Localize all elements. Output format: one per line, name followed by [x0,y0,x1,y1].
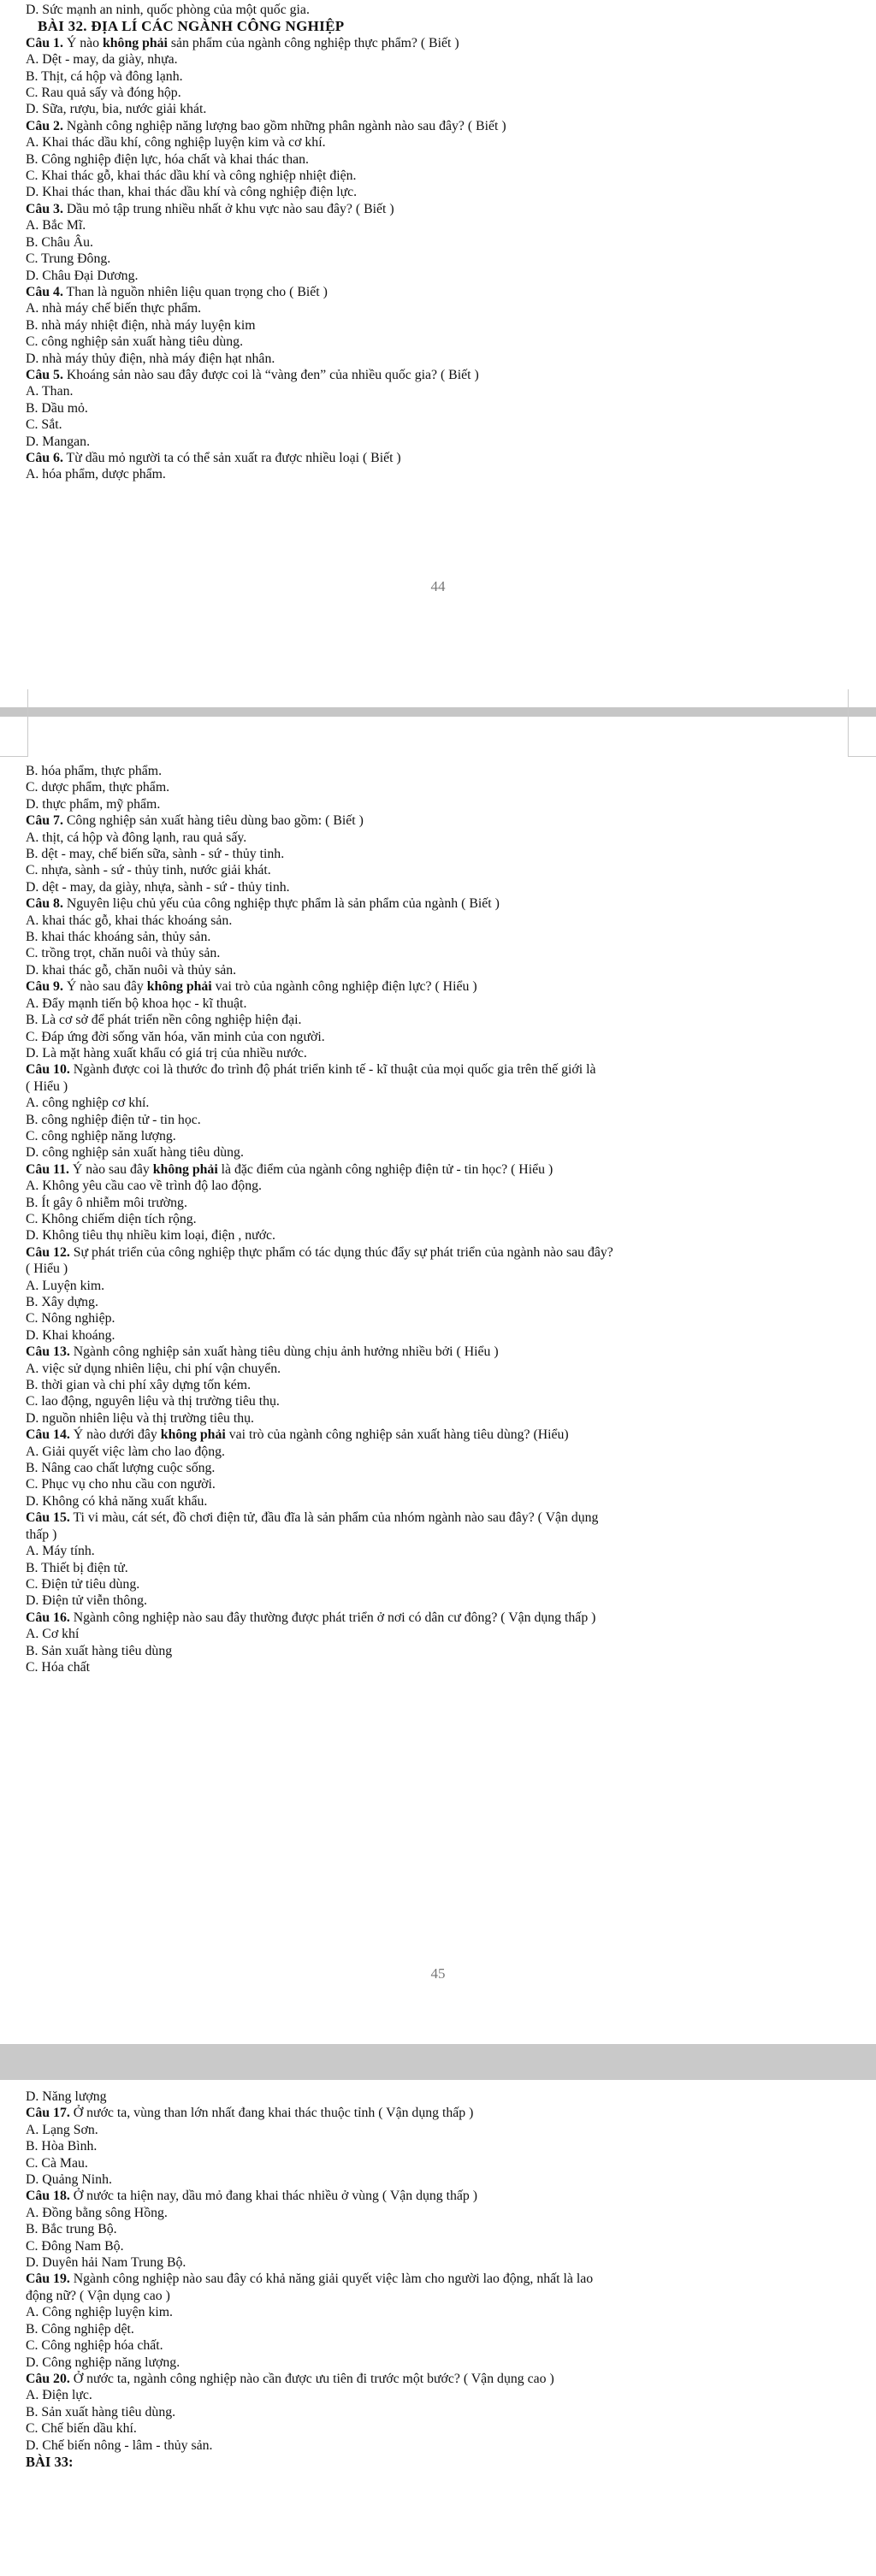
text-line: A. Luyện kim. [26,1278,105,1293]
page-45 [0,717,876,2039]
text-line: B. Sản xuất hàng tiêu dùng. [26,2404,176,2419]
text-line: B. Công nghiệp điện lực, hóa chất và khai thác than. [26,151,309,167]
text-line: Câu 12. Sự phát triển của công nghiệp thực phẩm có tác dụng thúc đẩy sự phát triển của ngành nào sau đây? [26,1244,613,1260]
text-line: C. Điện tử tiêu dùng. [26,1576,140,1592]
page-number: 44 [430,578,446,594]
text-line: D. nguồn nhiên liệu và thị trường tiêu thụ. [26,1410,254,1426]
text-line: B. Công nghiệp dệt. [26,2321,134,2337]
text-line: B. khai thác khoáng sản, thủy sản. [26,930,211,945]
text-line: Câu 1. Ý nào không phải sản phẩm của ngành công nghiệp thực phẩm? ( Biết ) [26,35,459,50]
page-44 [0,0,876,650]
text-line: C. Không chiếm diện tích rộng. [26,1211,197,1226]
text-line: D. công nghiệp sản xuất hàng tiêu dùng. [26,1145,244,1161]
text-line: Câu 13. Ngành công nghiệp sản xuất hàng tiêu dùng chịu ảnh hưởng nhiều bởi ( Hiểu ) [26,1344,499,1360]
text-line: D. Quảng Ninh. [26,2172,112,2188]
text-line: Câu 8. Nguyên liệu chủ yếu của công nghiệp thực phẩm là sản phẩm của ngành ( Biết ) [26,896,500,912]
page-text [26,763,862,1675]
text-line: ( Hiểu ) [26,1261,68,1277]
text-line: A. Bắc Mĩ. [26,218,86,233]
text-line: B. Nâng cao chất lượng cuộc sống. [26,1461,216,1476]
text-line: C. Chế biến dầu khí. [26,2421,137,2437]
text-line: C. Đông Nam Bộ. [26,2238,124,2254]
text-line: Câu 3. Dầu mỏ tập trung nhiều nhất ở khu vực nào sau đây? ( Biết ) [26,201,394,216]
text-line: D. khai thác gỗ, chăn nuôi và thủy sản. [26,962,237,978]
text-line: D. Điện tử viễn thông. [26,1593,147,1609]
text-line: B. Hòa Bình. [26,2139,98,2154]
text-line: Câu 4. Than là nguồn nhiên liệu quan trọng cho ( Biết ) [26,284,328,299]
text-line: A. hóa phẩm, dược phẩm. [26,467,166,482]
text-line: C. công nghiệp sản xuất hàng tiêu dùng. [26,334,244,350]
text-line: B. thời gian và chi phí xây dựng tốn kém. [26,1378,252,1393]
text-line: Câu 17. Ở nước ta, vùng than lớn nhất đang khai thác thuộc tỉnh ( Vận dụng thấp ) [26,2106,474,2121]
text-line: B. dệt - may, chế biến sữa, sành - sứ - thủy tinh. [26,847,285,862]
text-line: B. công nghiệp điện tử - tin học. [26,1112,201,1127]
text-line: B. Xây dựng. [26,1295,98,1309]
text-line: Câu 15. Ti vi màu, cát sét, đồ chơi điện tử, đầu đĩa là sản phẩm của nhóm ngành nào sau đây? ( Vận dụng [26,1510,599,1526]
text-line: C. Nông nghiệp. [26,1311,115,1326]
page-corner-mark [0,717,28,757]
text-line: D. Sức mạnh an ninh, quốc phòng của một quốc gia. [26,3,310,17]
text-line: A. Công nghiệp luyện kim. [26,2305,173,2320]
text-line: Câu 19. Ngành công nghiệp nào sau đây có khả năng giải quyết việc làm cho người lao động, nhất là lao [26,2272,594,2287]
text-line: B. Ít gây ô nhiễm môi trường. [26,1195,187,1210]
text-line: Câu 14. Ý nào dưới đây không phải vai trò của ngành công nghiệp sản xuất hàng tiêu dùng? (Hiểu) [26,1427,569,1443]
text-line: C. trồng trọt, chăn nuôi và thủy sản. [26,946,221,961]
section-title: BÀI 33: [26,2453,74,2470]
text-line: D. Duyên hải Nam Trung Bộ. [26,2255,186,2271]
text-line: C. nhựa, sành - sứ - thủy tinh, nước giải khát. [26,863,271,878]
text-line: Câu 18. Ở nước ta hiện nay, dầu mỏ đang khai thác nhiều ở vùng ( Vận dụng thấp ) [26,2189,478,2204]
text-line: động nữ? ( Vận dụng cao ) [26,2288,170,2303]
page-text [26,2,862,483]
text-line: C. Phục vụ cho nhu cầu con người. [26,1477,216,1492]
page-text [26,2089,862,2470]
text-line: thấp ) [26,1527,57,1542]
text-line: D. Khai khoáng. [26,1327,115,1343]
text-line: C. Sắt. [26,417,62,433]
text-line: Câu 9. Ý nào sau đây không phải vai trò của ngành công nghiệp điện lực? ( Hiểu ) [26,979,477,995]
text-line: A. Máy tính. [26,1544,95,1559]
text-line: C. lao động, nguyên liệu và thị trường tiêu thụ. [26,1394,280,1409]
text-line: Câu 11. Ý nào sau đây không phải là đặc điểm của ngành công nghiệp điện tử - tin học? ( Hiểu ) [26,1161,553,1177]
text-line: D. Khai thác than, khai thác dầu khí và công nghiệp điện lực. [26,185,358,200]
text-line: Câu 6. Từ dầu mỏ người ta có thể sản xuất ra được nhiều loại ( Biết ) [26,450,401,465]
text-line: D. Chế biến nông - lâm - thủy sản. [26,2437,213,2453]
text-line: ( Hiểu ) [26,1078,68,1094]
text-line: Câu 5. Khoáng sản nào sau đây được coi là “vàng đen” của nhiều quốc gia? ( Biết ) [26,367,479,382]
section-title: BÀI 32. ĐỊA LÍ CÁC NGÀNH CÔNG NGHIỆP [38,18,345,35]
text-line: Câu 7. Công nghiệp sản xuất hàng tiêu dùng bao gồm: ( Biết ) [26,813,364,829]
page-number: 45 [430,1965,446,1982]
text-line: C. dược phẩm, thực phẩm. [26,780,170,795]
text-line: B. Là cơ sở để phát triển nền công nghiệp hiện đại. [26,1013,302,1028]
text-line: A. Không yêu cầu cao về trình độ lao động. [26,1179,262,1194]
page-separator [0,2044,876,2085]
text-line: A. Đồng bằng sông Hồng. [26,2205,168,2220]
text-line: D. Sữa, rượu, bia, nước giải khát. [26,102,207,117]
text-line: A. Khai thác dầu khí, công nghiệp luyện kim và cơ khí. [26,135,326,151]
text-line: A. Cơ khí [26,1627,80,1642]
text-line: C. Khai thác gỗ, khai thác dầu khí và công nghiệp nhiệt điện. [26,168,357,184]
text-line: D. Không có khả năng xuất khẩu. [26,1493,208,1509]
text-line: A. thịt, cá hộp và đông lạnh, rau quả sấy. [26,830,247,845]
text-line: A. Điện lực. [26,2388,92,2403]
text-line: B. Thịt, cá hộp và đông lạnh. [26,68,183,84]
page-corner-mark [848,717,876,757]
text-line: A. công nghiệp cơ khí. [26,1096,150,1111]
text-line: D. dệt - may, da giày, nhựa, sành - sứ - thủy tinh. [26,879,290,895]
text-line: D. Năng lượng [26,2089,107,2104]
text-line: A. Dệt - may, da giày, nhựa. [26,52,178,68]
text-line: D. thực phẩm, mỹ phẩm. [26,796,161,812]
text-line: C. Cà Mau. [26,2155,88,2171]
text-line: B. Bắc trung Bộ. [26,2222,117,2237]
text-line: A. Đẩy mạnh tiến bộ khoa học - kĩ thuật. [26,996,247,1011]
text-line: D. Là mặt hàng xuất khẩu có giá trị của nhiều nước. [26,1045,307,1061]
text-line: C. công nghiệp năng lượng. [26,1128,176,1143]
text-line: D. Công nghiệp năng lượng. [26,2354,181,2370]
text-line: C. Công nghiệp hóa chất. [26,2338,163,2354]
text-line: B. Sản xuất hàng tiêu dùng [26,1643,173,1658]
text-line: B. Dầu mỏ. [26,400,88,416]
text-line: A. việc sử dụng nhiên liệu, chi phí vận chuyển. [26,1361,281,1376]
text-line: A. nhà máy chế biến thực phẩm. [26,301,202,316]
text-line: B. Châu Âu. [26,234,93,250]
text-line: A. khai thác gỗ, khai thác khoáng sản. [26,913,233,928]
text-line: D. nhà máy thủy điện, nhà máy điện hạt nhân. [26,351,275,366]
text-line: D. Không tiêu thụ nhiều kim loại, điện , nước. [26,1228,276,1244]
text-line: Câu 16. Ngành công nghiệp nào sau đây thường được phát triển ở nơi có dân cư đông? ( Vận dụng thấp ) [26,1610,596,1625]
text-line: B. nhà máy nhiệt điện, nhà máy luyện kim [26,317,256,333]
text-line: Câu 2. Ngành công nghiệp năng lượng bao gồm những phân ngành nào sau đây? ( Biết ) [26,118,506,133]
text-line: B. hóa phẩm, thực phẩm. [26,764,163,778]
text-line: C. Đáp ứng đời sống văn hóa, văn minh của con người. [26,1029,325,1044]
text-line: C. Hóa chất [26,1659,91,1675]
text-line: Câu 20. Ở nước ta, ngành công nghiệp nào cần được ưu tiên đi trước một bước? ( Vận dụng cao ) [26,2371,554,2386]
text-line: C. Trung Đông. [26,251,111,267]
page-46 [0,2080,876,2576]
text-line: A. Giải quyết việc làm cho lao động. [26,1444,225,1459]
text-line: D. Châu Đại Dương. [26,268,139,283]
text-line: C. Rau quả sấy và đóng hộp. [26,86,181,101]
text-line: B. Thiết bị điện tử. [26,1560,128,1575]
text-line: A. Lạng Sơn. [26,2122,98,2137]
text-line: A. Than. [26,384,74,399]
text-line: D. Mangan. [26,434,91,449]
text-line: Câu 10. Ngành được coi là thước đo trình độ phát triển kinh tế - kĩ thuật của mọi quốc gia trên thế giới là [26,1062,596,1078]
